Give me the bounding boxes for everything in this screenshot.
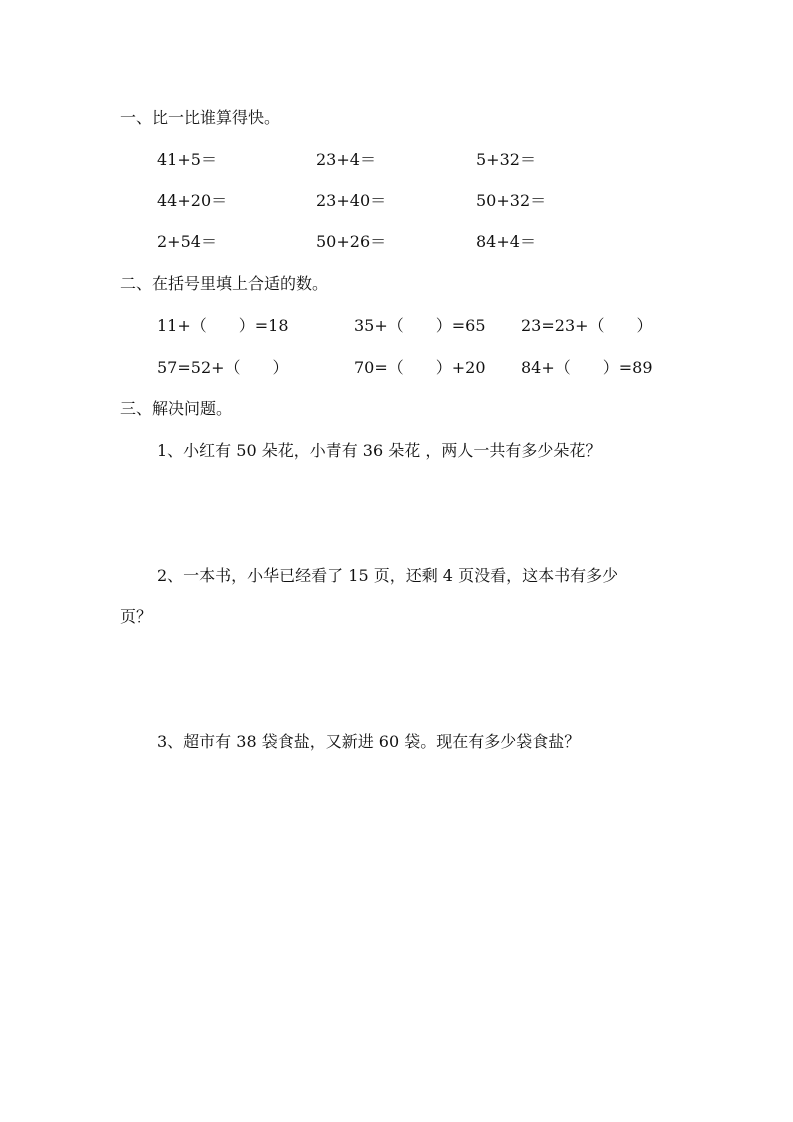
exercise-1-1: 41+5＝ bbox=[157, 150, 217, 169]
section-2-title: 二、在括号里填上合适的数。 bbox=[120, 274, 329, 293]
word-problem-3: 3、超市有 38 袋食盐，又新进 60 袋。现在有多少袋食盐？ bbox=[157, 732, 581, 751]
fill-blank-6: 84+（ ）=89 bbox=[521, 358, 653, 377]
exercise-1-7: 2+54＝ bbox=[157, 232, 217, 251]
word-problem-1: 1、小红有 50 朵花，小青有 36 朵花 ，两人一共有多少朵花？ bbox=[157, 441, 602, 460]
exercise-1-5: 23+40＝ bbox=[316, 191, 387, 210]
section-1-title: 一、比一比谁算得快。 bbox=[120, 108, 281, 127]
exercise-1-2: 23+4＝ bbox=[316, 150, 376, 169]
exercise-1-4: 44+20＝ bbox=[157, 191, 228, 210]
section-3-title: 三、解决问题。 bbox=[120, 399, 233, 418]
exercise-1-8: 50+26＝ bbox=[316, 232, 387, 251]
fill-blank-3: 23=23+（ ） bbox=[521, 316, 653, 335]
exercise-1-3: 5+32＝ bbox=[476, 150, 536, 169]
fill-blank-2: 35+（ ）=65 bbox=[354, 316, 486, 335]
exercise-1-6: 50+32＝ bbox=[476, 191, 547, 210]
word-problem-2: 2、一本书，小华已经看了 15 页，还剩 4 页没看，这本书有多少 bbox=[157, 566, 619, 585]
fill-blank-1: 11+（ ）=18 bbox=[157, 316, 289, 335]
fill-blank-4: 57=52+（ ） bbox=[157, 358, 289, 377]
word-problem-2-continued: 页？ bbox=[120, 607, 153, 626]
exercise-1-9: 84+4＝ bbox=[476, 232, 536, 251]
fill-blank-5: 70=（ ）+20 bbox=[354, 358, 486, 377]
